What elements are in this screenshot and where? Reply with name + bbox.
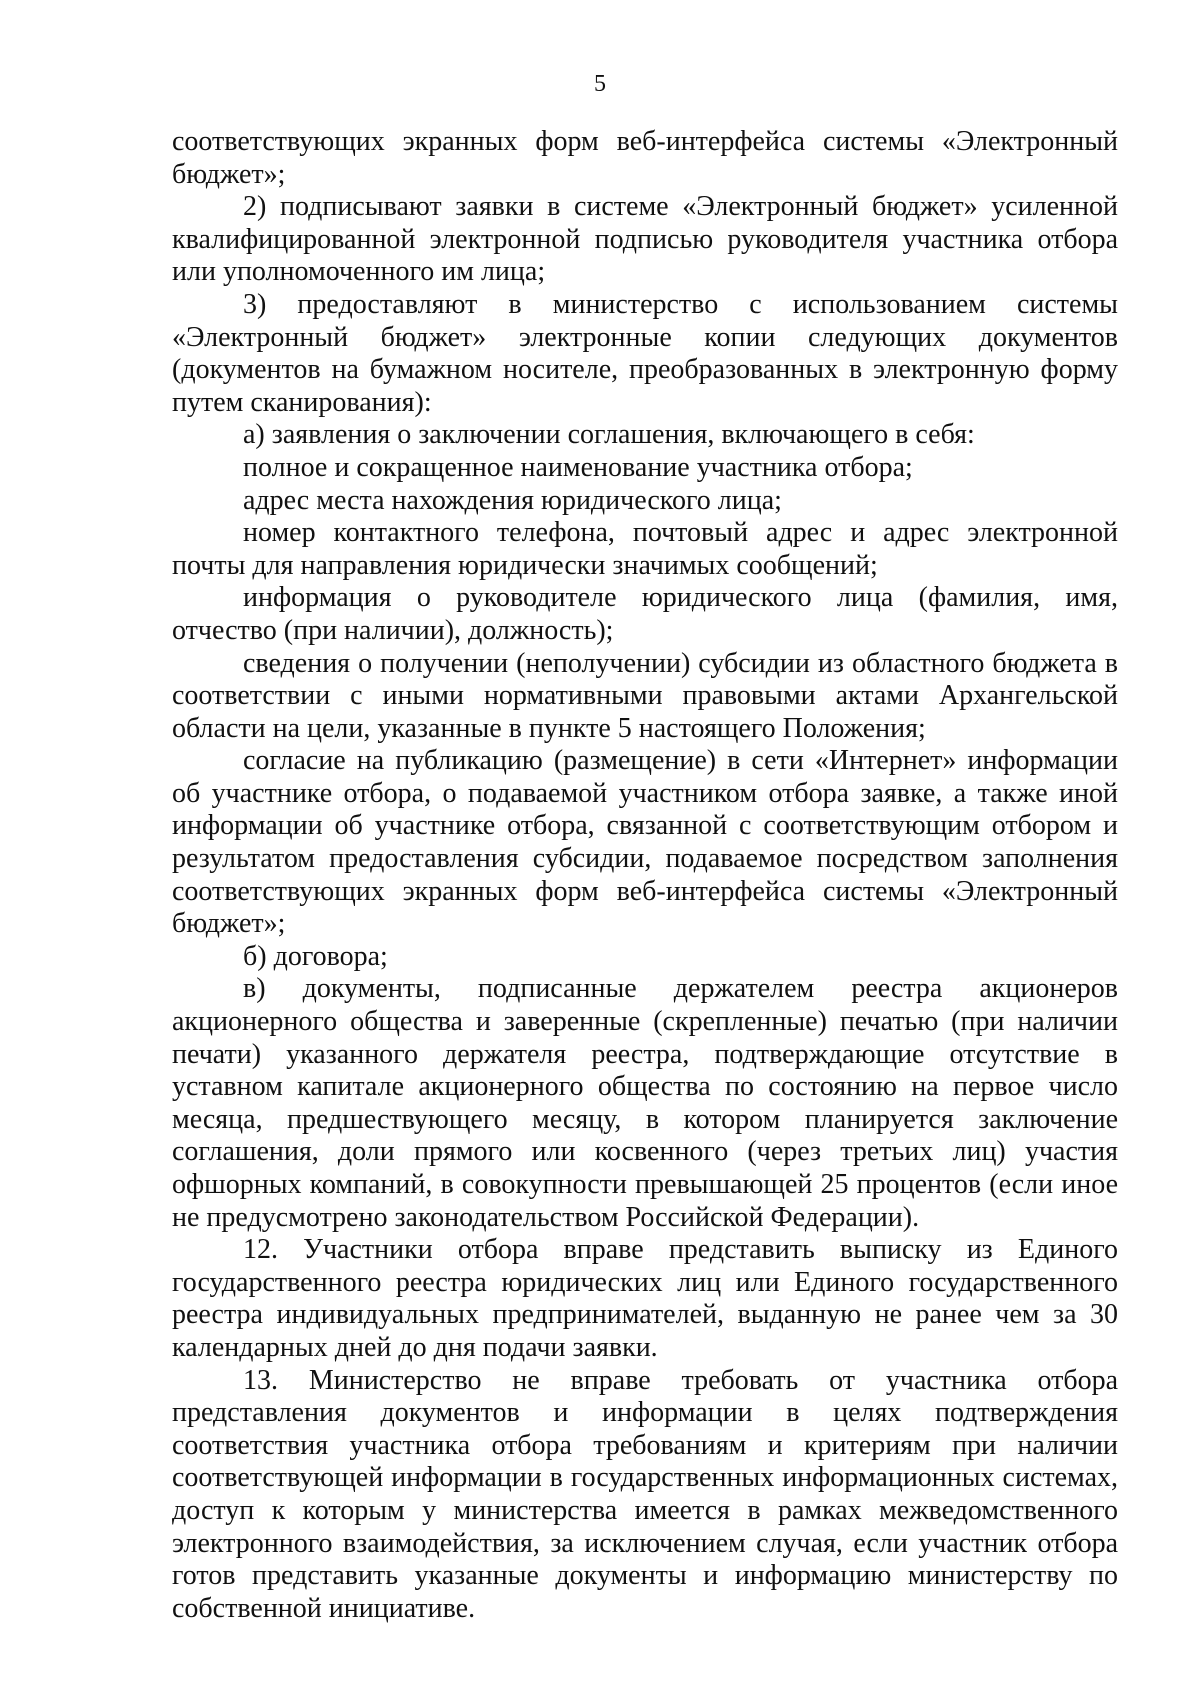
paragraph: 13. Министерство не вправе требовать от участника отбора представления документов и информации в целях подтверждения соответствия участника отбора требованиям и критериям при наличии соответствующей информации в государственных информационных системах, доступ к которым у министерства имеется в рамках межведомственного электронного взаимодействия, за исключением случая, если участник отбора готов представить указанные документы и информацию министерству по собственной инициативе. [172,1364,1118,1624]
paragraph: 12. Участники отбора вправе представить выписку из Единого государственного реестра юридических лиц или Единого государственного реестра индивидуальных предпринимателей, выданную не ранее чем за 30 календарных дней до дня подачи заявки. [172,1234,1118,1363]
paragraph: адрес места нахождения юридического лица; [243,484,782,516]
paragraph: согласие на публикацию (размещение) в сети «Интернет» информации об участнике отбора, о подаваемой участником отбора заявке, а также иной информации об участнике отбора, связанной с соответствующим отбором и результатом предоставления субсидии, подаваемое посредством заполнения соответствующих экранных форм веб-интерфейса системы «Электронный бюджет»; [172,745,1118,940]
paragraph: б) договора; [243,940,388,972]
body-text [172,126,1118,1625]
paragraph: номер контактного телефона, почтовый адрес и адрес электронной почты для направления юридически значимых сообщений; [172,517,1118,581]
paragraph: в) документы, подписанные держателем реестра акционеров акционерного общества и заверенные (скрепленные) печатью (при наличии печати) указанного держателя реестра, подтверждающие отсутствие в уставном капитале акционерного общества по состоянию на первое число месяца, предшествующего месяцу, в котором планируется заключение соглашения, доли прямого или косвенного (через третьих лиц) участия офшорных компаний, в совокупности превышающей 25 процентов (если иное не предусмотрено законодательством Российской Федерации). [172,973,1118,1233]
paragraph: сведения о получении (неполучении) субсидии из областного бюджета в соответствии с иными нормативными правовыми актами Архангельской области на цели, указанные в пункте 5 настоящего Положения; [172,647,1118,744]
paragraph: полное и сокращенное наименование участника отбора; [243,451,913,483]
paragraph: а) заявления о заключении соглашения, включающего в себя: [243,419,975,451]
paragraph: соответствующих экранных форм веб-интерфейса системы «Электронный бюджет»; [172,126,1118,190]
page-number: 5 [594,71,606,97]
paragraph: 2) подписывают заявки в системе «Электронный бюджет» усиленной квалифицированной электронной подписью руководителя участника отбора или уполномоченного им лица; [172,191,1118,288]
paragraph: 3) предоставляют в министерство с использованием системы «Электронный бюджет» электронные копии следующих документов (документов на бумажном носителе, преобразованных в электронную форму путем сканирования): [172,288,1118,418]
paragraph: информация о руководителе юридического лица (фамилия, имя, отчество (при наличии), должность); [172,582,1118,646]
